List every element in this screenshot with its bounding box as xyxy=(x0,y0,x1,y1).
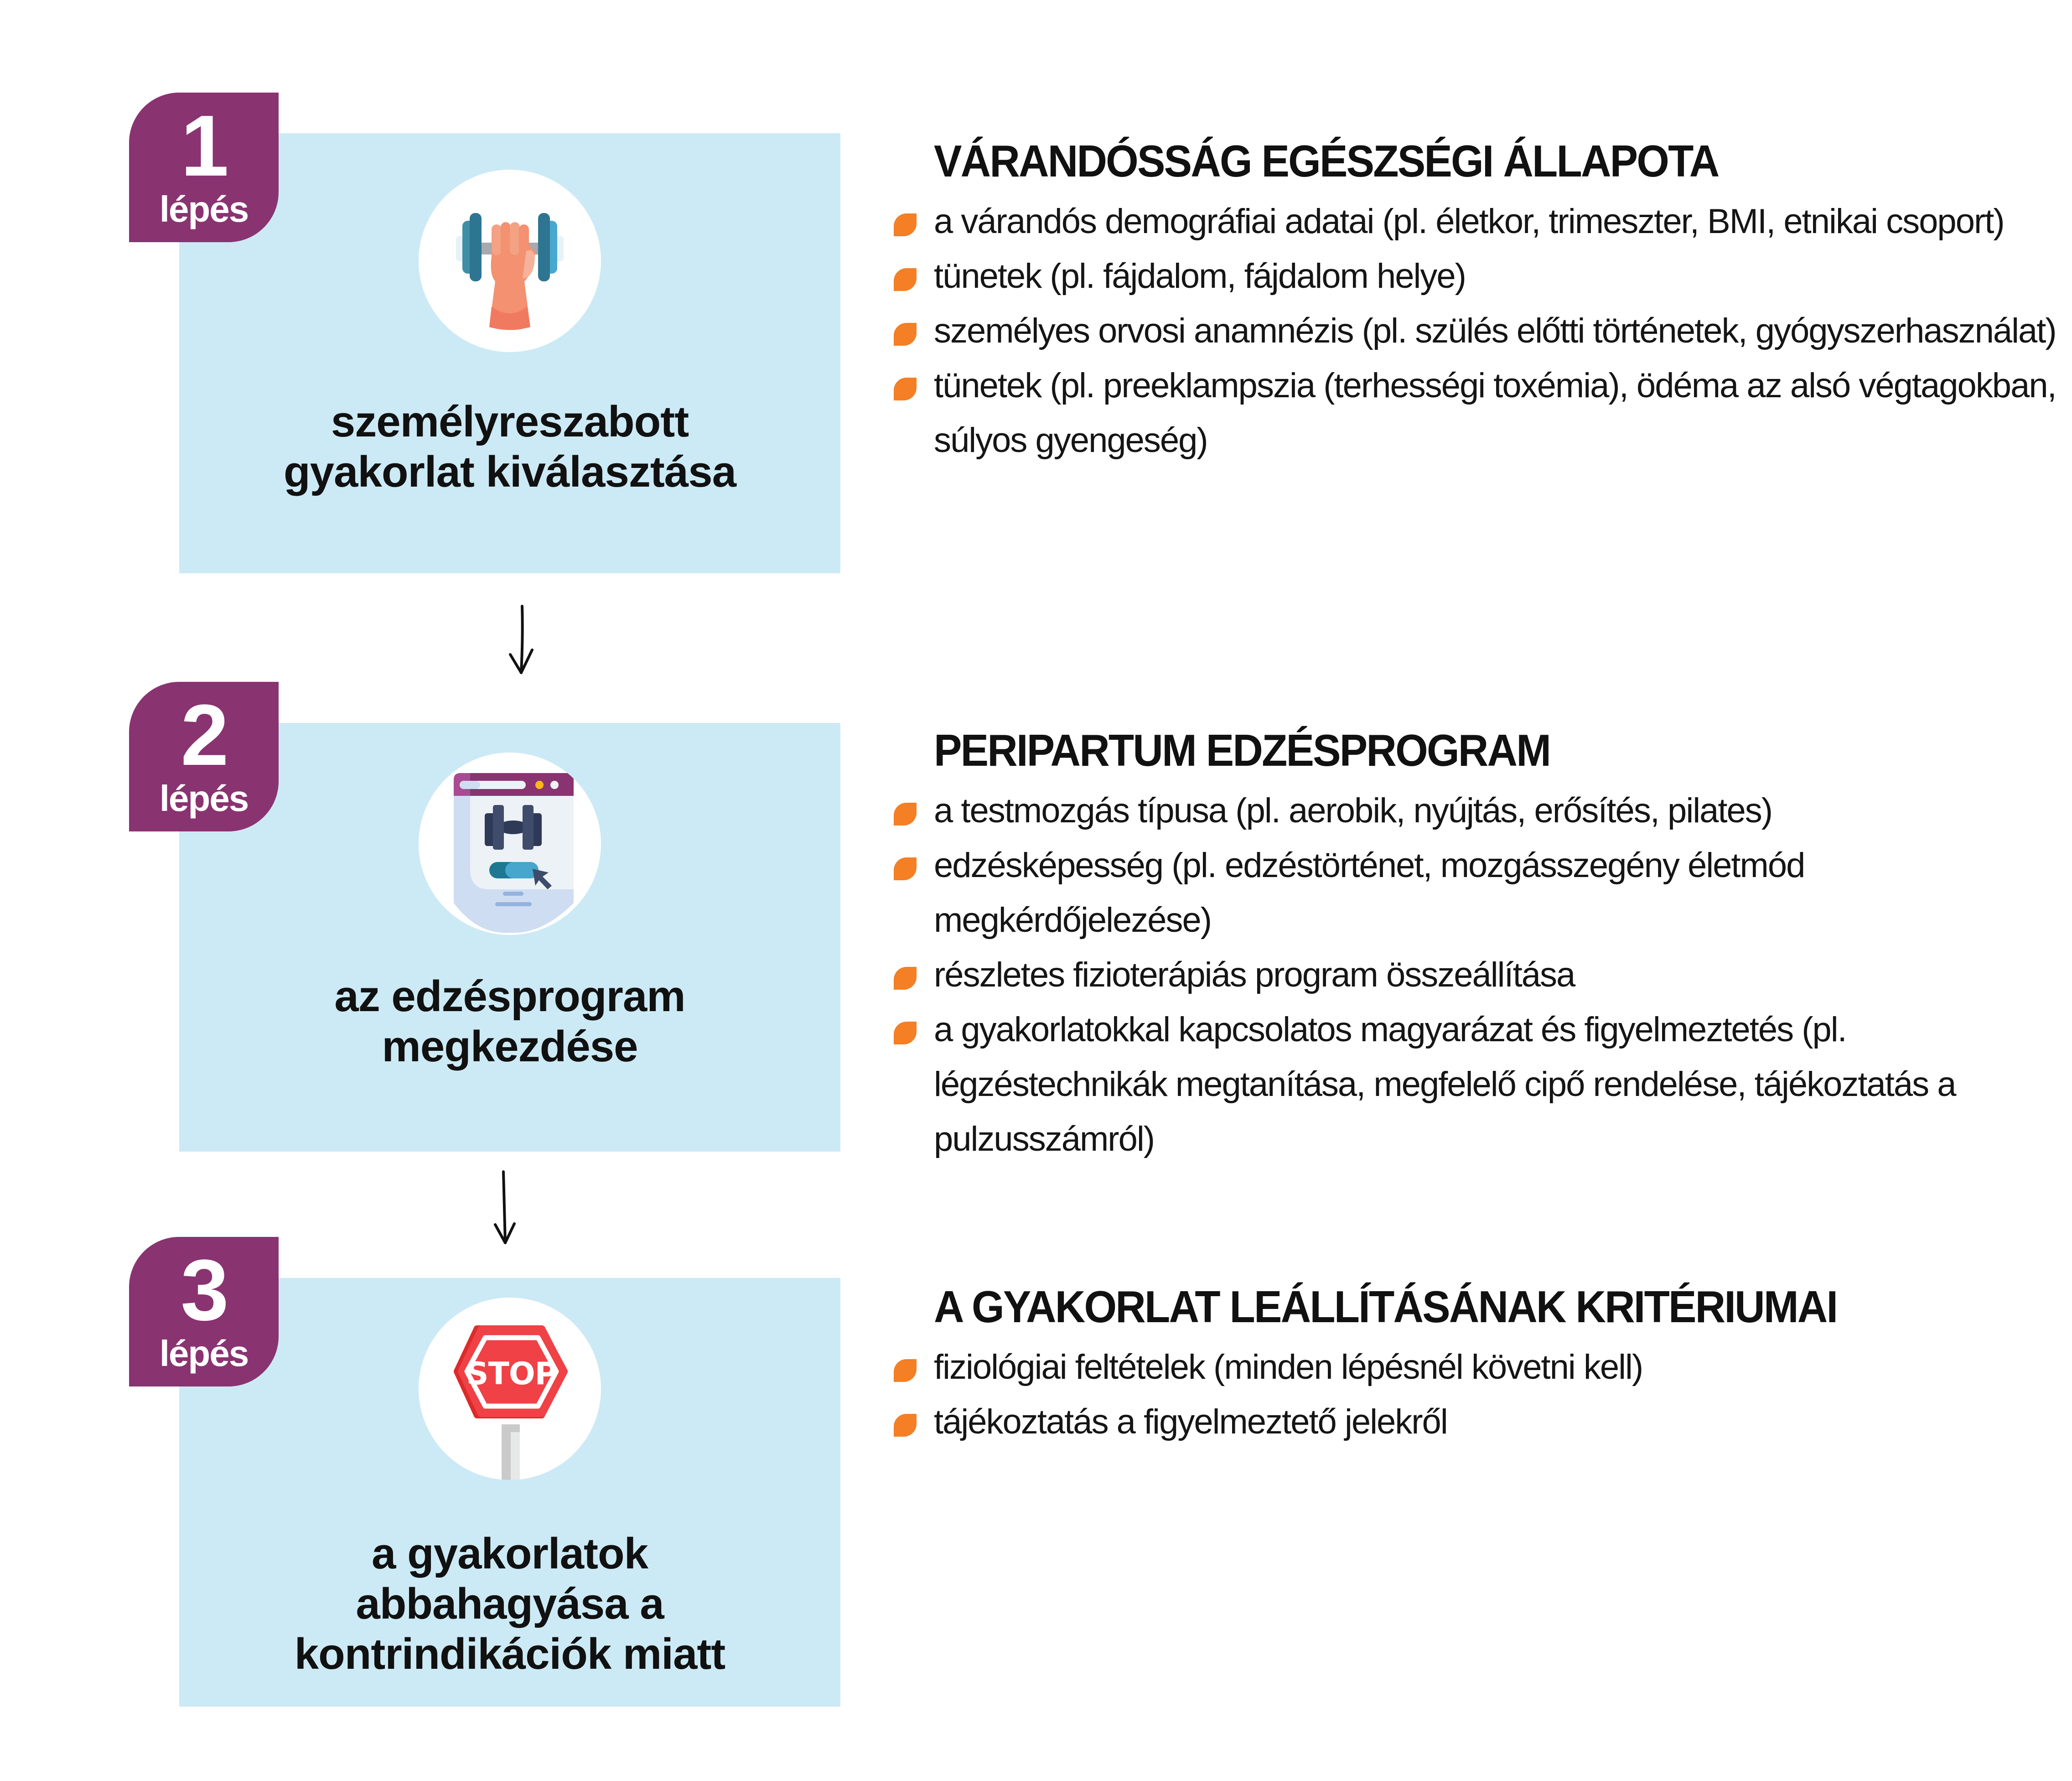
leaf-bullet-icon xyxy=(894,857,917,880)
step-1-title-line: gyakorlat kiválasztása xyxy=(284,447,736,496)
step-2-title xyxy=(179,971,840,1072)
stop-sign-text: STOP xyxy=(466,1356,557,1392)
step-label: lépés xyxy=(159,1333,249,1374)
leaf-bullet-icon xyxy=(894,1359,917,1382)
step-1-title-line: személyreszabott xyxy=(331,397,689,446)
leaf-bullet-icon xyxy=(894,967,917,990)
step-1-title xyxy=(179,397,840,497)
step-3-icon-circle xyxy=(419,1298,601,1480)
step-label: lépés xyxy=(159,778,249,819)
leaf-bullet-icon xyxy=(894,1022,917,1044)
section-health-status xyxy=(894,136,2061,468)
step-3-title-line: a gyakorlatok xyxy=(372,1529,648,1578)
list-item xyxy=(894,948,2061,1002)
list-item-text: a testmozgás típusa (pl. aerobik, nyújtás, erősítés, pilates) xyxy=(934,791,1772,830)
section-peripartum-program xyxy=(894,725,2061,1167)
section-heading: VÁRANDÓSSÁG EGÉSZSÉGI ÁLLAPOTA xyxy=(934,136,1719,186)
workout-app-icon xyxy=(419,753,601,935)
step-number: 2 xyxy=(181,687,227,784)
section-heading: A GYAKORLAT LEÁLLÍTÁSÁNAK KRITÉRIUMAI xyxy=(934,1282,1837,1332)
list-item-text: személyes orvosi anamnézis (pl. szülés előtti történetek, gyógyszerhasználat) xyxy=(934,312,2056,350)
step-2-icon-circle xyxy=(419,753,601,935)
bullet-list xyxy=(894,1340,2061,1449)
step-1-badge xyxy=(129,93,279,242)
leaf-bullet-icon xyxy=(894,1414,917,1437)
list-item xyxy=(894,784,2061,838)
step-label: lépés xyxy=(159,189,249,229)
list-item xyxy=(894,1340,2061,1395)
list-item xyxy=(894,358,2061,468)
list-item-text: fiziológiai feltételek (minden lépésnél követni kell) xyxy=(934,1348,1643,1386)
down-arrow-icon xyxy=(487,1170,523,1247)
step-3-badge xyxy=(129,1237,279,1386)
leaf-bullet-icon xyxy=(894,323,917,346)
list-item xyxy=(894,249,2061,304)
list-item-text: tájékoztatás a figyelmeztető jelekről xyxy=(934,1402,1447,1441)
list-item-text: a várandós demográfiai adatai (pl. életkor, trimeszter, BMI, etnikai csoport) xyxy=(934,202,2004,241)
list-item xyxy=(894,194,2061,249)
leaf-bullet-icon xyxy=(894,378,917,400)
leaf-bullet-icon xyxy=(894,213,917,236)
section-stop-criteria xyxy=(894,1282,2061,1449)
list-item-text: a gyakorlatokkal kapcsolatos magyarázat és figyelmeztetés (pl. légzéstechnikák megtanítása, megfelelő cipő rendelése, tájékoztatás a pulzusszámról) xyxy=(934,1010,1956,1158)
hand-dumbbell-icon xyxy=(419,170,601,352)
list-item-text: edzésképesség (pl. edzéstörténet, mozgásszegény életmód megkérdőjelezése) xyxy=(934,846,1805,940)
step-2-title-line: az edzésprogram xyxy=(334,972,685,1021)
list-item-text: tünetek (pl. preeklampszia (terhességi toxémia), ödéma az alsó végtagokban, súlyos gyengeség) xyxy=(934,366,2056,460)
bullet-list xyxy=(894,194,2061,468)
stop-sign-icon xyxy=(419,1298,601,1480)
list-item-text: részletes fizioterápiás program összeállítása xyxy=(934,955,1575,994)
leaf-bullet-icon xyxy=(894,268,917,291)
section-heading: PERIPARTUM EDZÉSPROGRAM xyxy=(934,725,1550,775)
down-arrow-icon xyxy=(504,604,540,677)
step-number: 1 xyxy=(181,98,227,194)
step-2-badge xyxy=(129,682,279,831)
step-2-title-line: megkezdése xyxy=(382,1022,638,1071)
list-item xyxy=(894,838,2061,948)
leaf-bullet-icon xyxy=(894,803,917,826)
step-number: 3 xyxy=(181,1242,227,1339)
bullet-list xyxy=(894,784,2061,1167)
list-item-text: tünetek (pl. fájdalom, fájdalom helye) xyxy=(934,257,1466,296)
step-3-title-line: abbahagyása a xyxy=(356,1579,664,1628)
step-1-icon-circle xyxy=(419,170,601,352)
list-item xyxy=(894,304,2061,358)
list-item xyxy=(894,1395,2061,1449)
step-3-title xyxy=(179,1529,840,1679)
step-3-title-line: kontrindikációk miatt xyxy=(294,1630,725,1678)
list-item xyxy=(894,1002,2061,1167)
